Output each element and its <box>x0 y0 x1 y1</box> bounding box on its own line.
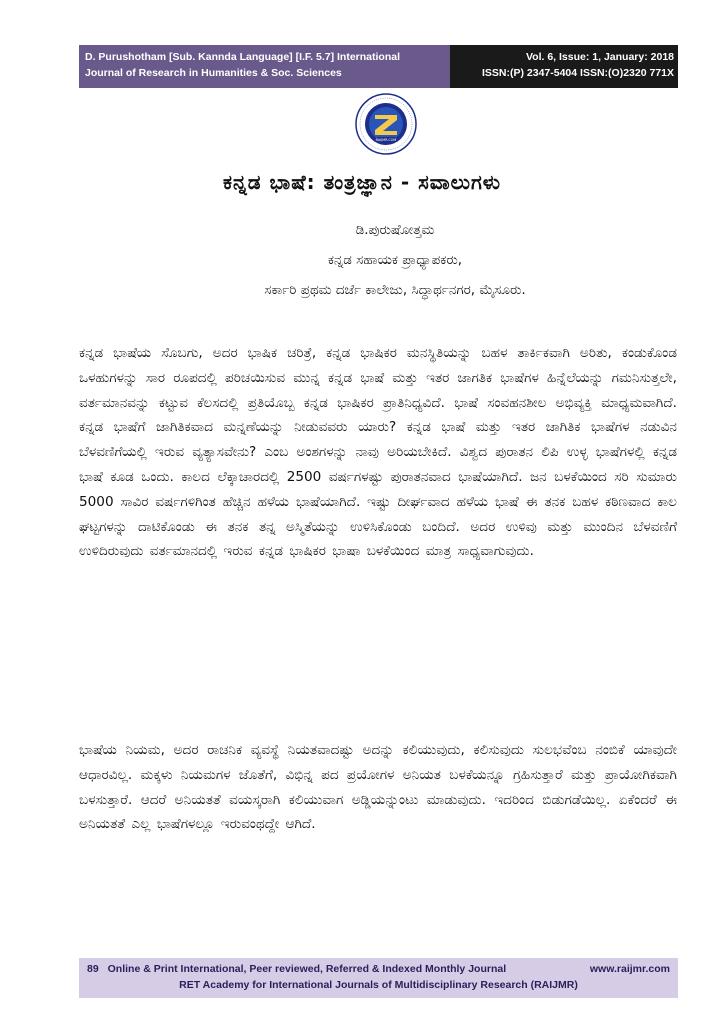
footer-line1: Online & Print International, Peer reviewed, Referred & Indexed Monthly Journal <box>107 963 507 975</box>
header-issn: ISSN:(P) 2347-5404 ISSN:(O)2320 771X <box>481 67 674 79</box>
journal-header-left <box>79 45 450 88</box>
page-number: 89 <box>87 963 99 975</box>
logo-text: RAIJMR.COM <box>375 138 397 142</box>
author-name: ಡಿ.ಪುರುಷೋತ್ತಮ <box>355 222 435 238</box>
header-left-line1: D. Purushotham [Sub. Kannda Language] [I.F. 5.7] International <box>85 51 401 63</box>
footer-line2: RET Academy for International Journals of Multidisciplinary Research (RAIJMR) <box>179 979 578 991</box>
raijmr-logo-icon <box>355 93 417 155</box>
journal-footer <box>79 958 678 998</box>
body-paragraph: ಭಾಷೆಯ ನಿಯಮ, ಅದರ ರಾಚನಿಕ ವ್ಯವಸ್ಥೆ ನಿಯತವಾದಷ್ಟು ಅದನ್ನು ಕಲಿಯುವುದು, ಕಲಿಸುವುದು ಸುಲಭವೆಂಬ ನಂಬಿಕೆ ಯಾವುದೇ ಆಧಾರವಿಲ್ಲ. ಮಕ್ಕಳು ನಿಯಮಗಳ ಜೊತೆಗೆ, ವಿಭಿನ್ನ ಪದ ಪ್ರಯೋಗಳ ಅನಿಯತ ಬಳಕೆಯನ್ನೂ ಗ್ರಹಿಸುತ್ತಾರೆ ಮತ್ತು ಪ್ರಾಯೋಗಿಕವಾಗಿ ಬಳಸುತ್ತಾರೆ. ಆದರೆ ಅನಿಯತತೆ ವಯಸ್ಕರಾಗಿ ಕಲಿಯುವಾಗ ಅಡ್ಡಿಯನ್ನುಂಟು ಮಾಡುವುದು. ಇದರಿಂದ ಬಿಡುಗಡೆಯಿಲ್ಲ. ಏಕೆಂದರೆ ಈ ಅನಿಯತತೆ ಎಲ್ಲ ಭಾಷೆಗಳಲ್ಲೂ ಇರುವಂಥದ್ದೇ ಆಗಿದೆ. <box>79 742 677 833</box>
header-volume: Vol. 6, Issue: 1, January: 2018 <box>525 51 674 63</box>
author-institution: ಸರ್ಕಾರಿ ಪ್ರಥಮ ದರ್ಜೆ ಕಾಲೇಜು, ಸಿದ್ಧಾರ್ಥನಗರ, ಮೈಸೂರು. <box>264 282 526 298</box>
header-left-line2: Journal of Research in Humanities & Soc. Sciences <box>85 67 342 79</box>
footer-website-link[interactable]: www.raijmr.com <box>589 963 670 975</box>
author-designation: ಕನ್ನಡ ಸಹಾಯಕ ಪ್ರಾಧ್ಯಾಪಕರು, <box>327 252 463 268</box>
journal-header-right <box>450 45 678 88</box>
paper-title: ಕನ್ನಡ ಭಾಷೆ: ತಂತ್ರಜ್ಞಾನ - ಸವಾಲುಗಳು <box>222 170 501 194</box>
body-paragraph: ಕನ್ನಡ ಭಾಷೆಯ ಸೊಬಗು, ಅದರ ಭಾಷಿಕ ಚರಿತ್ರೆ, ಕನ್ನಡ ಭಾಷಿಕರ ಮನಸ್ಥಿತಿಯನ್ನು ಬಹಳ ತಾರ್ಕಿಕವಾಗಿ ಅರಿತು, ಕಂಡುಕೊಂಡ ಒಳಹುಗಳನ್ನು ಸಾರ ರೂಪದಲ್ಲಿ ಪರಿಚಯಿಸುವ ಮುನ್ನ ಕನ್ನಡ ಭಾಷೆ ಮತ್ತು ಇತರ ಜಾಗತಿಕ ಭಾಷೆಗಳ ಹಿನ್ನೆಲೆಯನ್ನು ಗಮನಿಸುತ್ತಲೇ, ವರ್ತಮಾನವನ್ನು ಕಟ್ಟುವ ಕೆಲಸದಲ್ಲಿ ಪ್ರತಿಯೊಬ್ಬ ಕನ್ನಡ ಭಾಷಿಕರ ಪ್ರಾತಿನಿಧ್ಯವಿದೆ. ಭಾಷೆ ಸಂವಹನಶೀಲ ಅಭಿವ್ಯಕ್ತಿ ಮಾಧ್ಯಮವಾಗಿದೆ. ಕನ್ನಡ ಭಾಷೆಗೆ ಜಾಗಿತಿಕವಾದ ಮನ್ನಣೆಯನ್ನು ನೀಡುವವರು ಯಾರು? ಕನ್ನಡ ಭಾಷೆ ಮತ್ತು ಇತರ ಜಾಗಿತಿಕ ಭಾಷೆಗಳ ನಡುವಿನ ಬೆಳವಣಿಗೆಯಲ್ಲಿ ಇರುವ ವ್ಯತ್ಯಾಸವೇನು? ಎಂಬ ಅಂಶಗಳನ್ನು ನಾವು ಅರಿಯಬೇಕಿದೆ. ವಿಶ್ವದ ಪುರಾತನ ಲಿಪಿ ಉಳ್ಳ ಭಾಷೆಗಳಲ್ಲಿ ಕನ್ನಡ ಭಾಷೆ ಕೂಡ ಒಂದು. ಕಾಲದ ಲೆಕ್ಕಾಚಾರದಲ್ಲಿ 2500 ವರ್ಷಗಳಷ್ಟು ಪುರಾತನವಾದ ಭಾಷೆಯಾಗಿದೆ. ಜನ ಬಳಕೆಯಿಂದ ಸರಿ ಸುಮಾರು 5000 ಸಾವಿರ ವರ್ಷಗಳಿಗಿಂತ ಹೆಚ್ಚಿನ ಹಳೆಯ ಭಾಷೆಯಾಗಿದೆ. ಇಷ್ಟು ದೀರ್ಘವಾದ ಹಳೆಯ ಭಾಷೆ ಈ ತನಕ ಬಹಳ ಕಠಿಣವಾದ ಕಾಲ ಘಟ್ಟಗಳನ್ನು ದಾಟಿಕೊಂಡು ಈ ತನಕ ತನ್ನ ಅಸ್ಮಿತೆಯನ್ನು ಉಳಿಸಿಕೊಂಡು ಬಂದಿದೆ. ಅದರ ಉಳಿವು ಮತ್ತು ಮುಂದಿನ ಬೆಳವಣಿಗೆ ಉಳಿದಿರುವುದು ವರ್ತಮಾನದಲ್ಲಿ ಇರುವ ಕನ್ನಡ ಭಾಷಿಕರ ಭಾಷಾ ಬಳಕೆಯಿಂದ ಮಾತ್ರ ಸಾಧ್ಯವಾಗುವುದು. <box>79 345 677 560</box>
